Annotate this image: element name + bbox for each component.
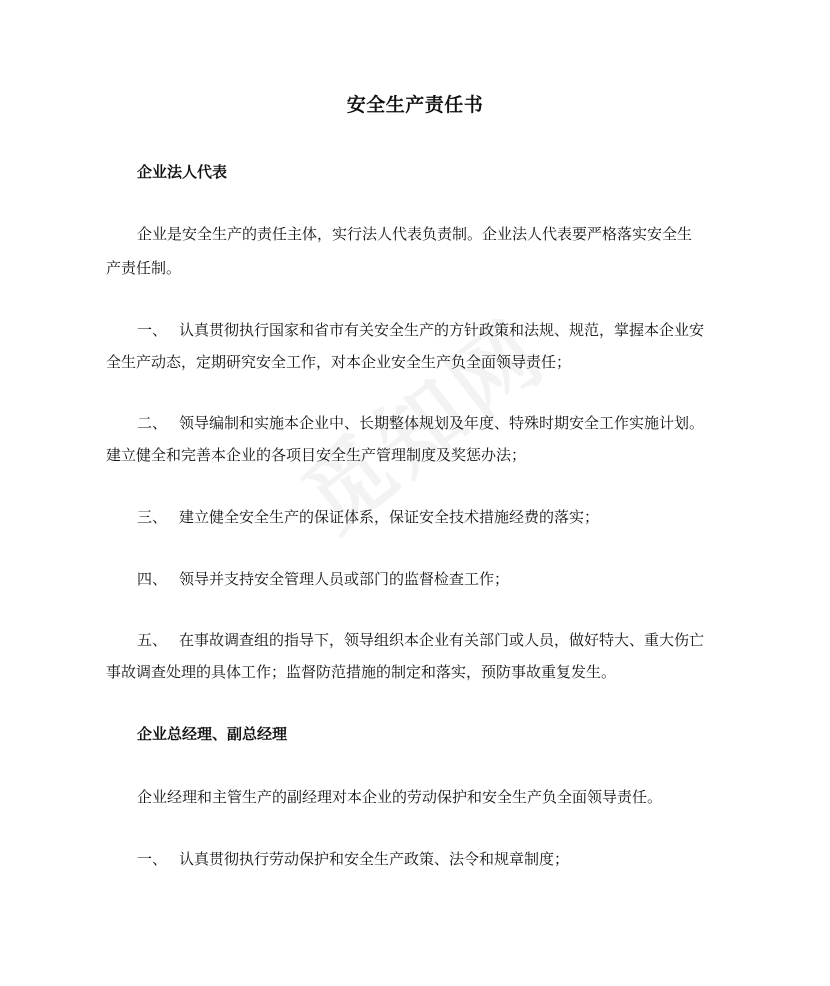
page-title: 安全生产责任书: [346, 94, 484, 116]
section1-item5-line2: 事故调查处理的具体工作；监督防范措施的制定和落实，预防事故重复发生。: [106, 663, 617, 681]
item-text: 认真贯彻执行国家和省市有关安全生产的方针政策和法规、规范，掌握本企业安: [179, 321, 705, 339]
item-number: 四、: [137, 570, 168, 588]
item-text: 认真贯彻执行劳动保护和安全生产政策、法令和规章制度；: [179, 850, 570, 868]
section-heading-legal-representative: 企业法人代表: [137, 163, 228, 181]
item-text: 领导并支持安全管理人员或部门的监督检查工作；: [179, 570, 510, 588]
item-number: 五、: [137, 631, 168, 649]
section1-item5-line1: [137, 628, 767, 652]
section1-item1-line2: 全生产动态，定期研究安全工作，对本企业安全生产负全面领导责任；: [106, 353, 572, 371]
item-number: 三、: [137, 508, 168, 526]
section1-item2-line1: [137, 411, 767, 435]
section-heading-general-manager: 企业总经理、副总经理: [137, 725, 288, 743]
section1-item3-line1: [137, 505, 767, 529]
item-text: 建立健全安全生产的保证体系，保证安全技术措施经费的落实；: [179, 508, 600, 526]
item-number: 二、: [137, 414, 168, 432]
section2-item1-line1: [137, 847, 767, 871]
section1-item1-line1: [137, 318, 767, 342]
section1-intro-line2: 产责任制。: [106, 259, 182, 277]
section1-item4-line1: [137, 567, 767, 591]
section1-item2-line2: 建立健全和完善本企业的各项目安全生产管理制度及奖惩办法；: [106, 446, 527, 464]
item-text: 在事故调查组的指导下，领导组织本企业有关部门或人员，做好特大、重大伤亡: [179, 631, 705, 649]
item-text: 领导编制和实施本企业中、长期整体规划及年度、特殊时期安全工作实施计划。: [179, 414, 705, 432]
section2-intro-line1: 企业经理和主管生产的副经理对本企业的劳动保护和安全生产负全面领导责任。: [137, 788, 663, 806]
item-number: 一、: [137, 321, 168, 339]
section1-intro-line1: 企业是安全生产的责任主体，实行法人代表负责制。企业法人代表要严格落实安全生: [137, 225, 693, 243]
item-number: 一、: [137, 850, 168, 868]
